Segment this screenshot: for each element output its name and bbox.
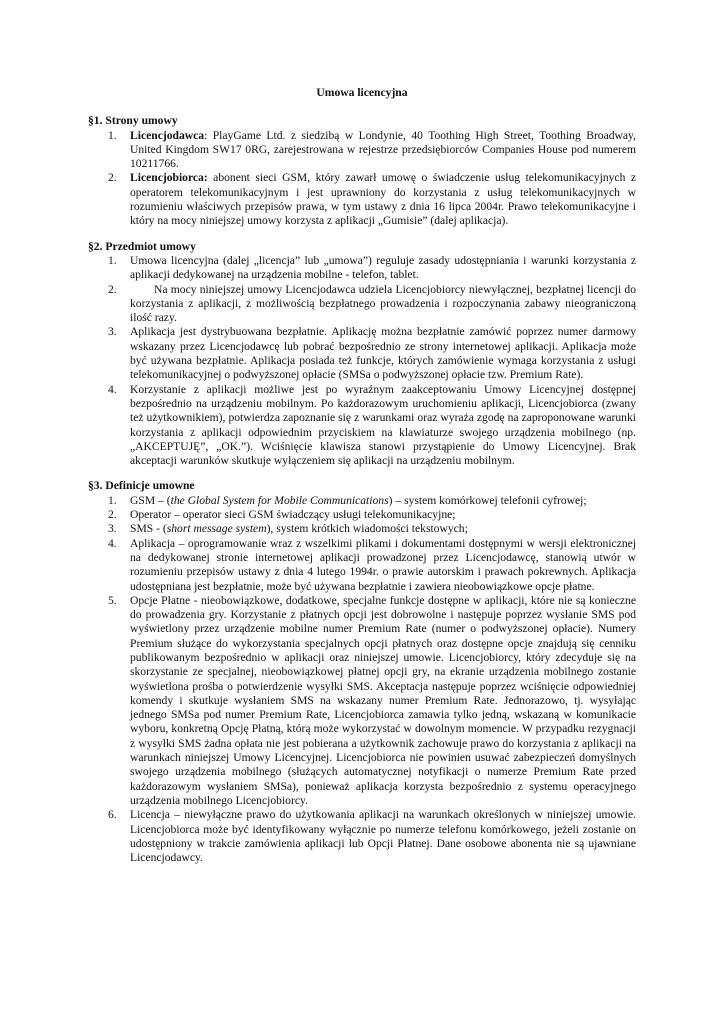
item-text: : PlayGame Ltd. z siedzibą w Londynie, 40 Toothing High Street, Toothing Broadway, United Kingdom SW17 0RG, zarejestrowana w rejestrze przedsiębiorców Companies House pod numerem 10211766. — [130, 128, 636, 171]
list-item — [88, 283, 636, 326]
list-item — [88, 808, 636, 865]
item-text: Aplikacja – oprogramowanie wraz z wszelkimi plikami i dokumentami dostępnymi w wersji elektronicznej na dedykowanej stronie internetowej aplikacji prowadzonej przez Licencjodawcę, stanowią utwór w rozumieniu przepisów ustawy z dnia 4 lutego 1994r. o prawie autorskim i prawach pokrewnych. Aplikacja udostępniana jest bezpłatnie, może być używana bezpłatnie i zawiera nieobowiązkowe opcje płatne. — [130, 536, 636, 593]
item-number: 5. — [108, 593, 117, 607]
list-item — [88, 508, 636, 522]
item-text: Licencja – niewyłączne prawo do użytkowania aplikacji na warunkach określonych w niniejszej umowie. Licencjobiorca może być identyfikowany wyłącznie po numerze telefonu komórkowego, jeżeli zostanie on udostępniony w trakcie zamówienia aplikacji lub Opcji Płatnej. Dane osobowe abonenta nie są ujawniane Licencjodawcy. — [130, 808, 636, 865]
item-text: ) – system komórkowej telefonii cyfrowej; — [388, 493, 587, 507]
list-item — [88, 594, 636, 808]
item-prefix: GSM – ( — [130, 493, 171, 507]
section-heading: §3. Definicje umowne — [88, 479, 195, 493]
section-subject — [88, 240, 636, 469]
item-number: 1. — [108, 493, 117, 507]
item-number: 2. — [108, 282, 117, 296]
list-item — [88, 129, 636, 172]
item-number: 2. — [108, 171, 117, 185]
term-label: Licencjodawca — [130, 128, 205, 142]
list-item — [88, 254, 636, 283]
list-item — [88, 494, 636, 508]
item-number: 6. — [108, 808, 117, 822]
list-item — [88, 171, 636, 228]
document-title: Umowa licencyjna — [316, 86, 408, 99]
list-item — [88, 325, 636, 382]
section-heading: §2. Przedmiot umowy — [88, 239, 196, 253]
item-number: 2. — [108, 508, 117, 522]
item-number: 3. — [108, 325, 117, 339]
item-number: 1. — [108, 253, 117, 267]
list-item — [88, 537, 636, 594]
clause-list — [88, 494, 636, 866]
item-text: Aplikacja jest dystrybuowana bezpłatnie. Aplikację można bezpłatnie zamówić poprzez numer darmowy wskazany przez Licencjodawcę lub pobrać bezpośrednio ze strony internetowej aplikacji. Aplikacja może być używana bezpłatnie. Aplikacja posiada też funkcje, których zamówienie wymaga korzystania z usługi telekomunikacyjnej o podwyższonej opłacie (SMSa o podwyższonej opłacie tzw. Premium Rate). — [130, 325, 636, 382]
italic-term: the Global System for Mobile Communications — [170, 493, 389, 507]
item-text: abonent sieci GSM, który zawarł umowę o świadczenie usług telekomunikacyjnych z operatorem telekomunikacyjnym i jest uprawniony do korzystania z usług telekomunikacyjnych w rozumieniu właściwych przepisów prawa, w tym ustawy z dnia 16 lipca 2004r. Prawo telekomunikacyjne i który na mocy niniejszej umowy korzysta z aplikacji „Gumisie” (dalej aplikacja). — [130, 171, 636, 228]
section-definitions — [88, 479, 636, 865]
section-heading: §1. Strony umowy — [88, 114, 178, 128]
section-parties — [88, 114, 636, 228]
item-number: 4. — [108, 382, 117, 396]
item-number: 1. — [108, 128, 117, 142]
item-text: Korzystanie z aplikacji możliwe jest po wyraźnym zaakceptowaniu Umowy Licencyjnej dostępnej bezpośrednio na urządzeniu mobilnym. Po każdorazowym uruchomieniu aplikacji, Licencjobiorca (zwany też użytkownikiem), potwierdza zapoznanie się z warunkami oraz wyraża zgodę na zaproponowane warunki korzystania z aplikacji odpowiednim przyciskiem na klawiaturze swojego urządzenia mobilnego (np. „AKCEPTUJĘ”, „OK.”). Wciśnięcie klawisza stanowi przystąpienie do Umowy Licencyjnej. Brak akceptacji warunków skutkuje wyłączeniem się aplikacji na urządzeniu mobilnym. — [130, 382, 636, 468]
clause-list — [88, 129, 636, 229]
item-number: 4. — [108, 536, 117, 550]
item-number: 3. — [108, 522, 117, 536]
list-item — [88, 383, 636, 469]
item-text: Na mocy niniejszej umowy Licencjodawca udziela Licencjobiorcy niewyłącznej, bezpłatnej licencji do korzystania z aplikacji, z możliwością bezpłatnego prowadzenia i rozpoczynania zabawy nieograniczoną ilość razy. — [130, 282, 636, 325]
item-text: Umowa licencyjna (dalej „licencja” lub „umowa”) reguluje zasady udostępniania i warunki korzystania z aplikacji dedykowanej na urządzenia mobilne - telefon, tablet. — [130, 253, 636, 282]
list-item — [88, 522, 636, 536]
item-text: Opcje Płatne - nieobowiązkowe, dodatkowe, specjalne funkcje dostępne w aplikacji, które nie są konieczne do prowadzenia gry. Korzystanie z płatnych opcji jest dobrowolne i następuje poprzez wysłanie SMS pod wyświetlony przez urządzenie mobilne numer Premium Rate (numer o podwyższonej opłacie). Numery Premium służące do wykorzystania specjalnych opcji płatnych oraz dostępne opcje znajdują się cenniku publikowanym bezpośrednio w aplikacji oraz niniejszej umowie. Licencjobiorcy, który zdecyduje się na skorzystanie ze specjalnej, nieobowiązkowej płatnej opcji gry, na ekranie urządzenia mobilnego zostanie wyświetlona prośba o potwierdzenie wysyłki SMS. Akceptacja następuje poprzez wciśnięcie odpowiedniej komendy i skutkuje wysłaniem SMS na wskazany numer Premium Rate. Jednorazowo, tj. wysyłając jednego SMSa pod numer Premium Rate, Licencjobiorca zamawia tylko jedną, wskazaną w komunikacie wyboru, konkretną Opcję Płatną, którą może wykorzystać w dowolnym momencie. W przypadku rezygnacji z wysyłki SMS żadna opłata nie jest pobierana a użytkownik zachowuje prawo do korzystania z aplikacji na warunkach niniejszej Umowy Licencyjnej. Licencjobiorca nie powinien usuwać zabezpieczeń domyślnych swojego urządzenia mobilnego (służących automatycznej notyfikacji o numerze Premium Rate przed każdorazowym wysłaniem SMSa), ponieważ aplikacja korzysta bezpośrednio z systemu operacyjnego urządzenia mobilnego Licencjobiorcy. — [130, 593, 636, 807]
item-text: Operator – operator sieci GSM świadczący usługi telekomunikacyjne; — [130, 508, 456, 522]
term-label: Licencjobiorca: — [130, 171, 208, 185]
item-text: ), system krótkich wiadomości tekstowych; — [266, 522, 468, 536]
clause-list — [88, 254, 636, 468]
item-prefix: SMS - ( — [130, 522, 167, 536]
italic-term: short message system — [166, 522, 267, 536]
